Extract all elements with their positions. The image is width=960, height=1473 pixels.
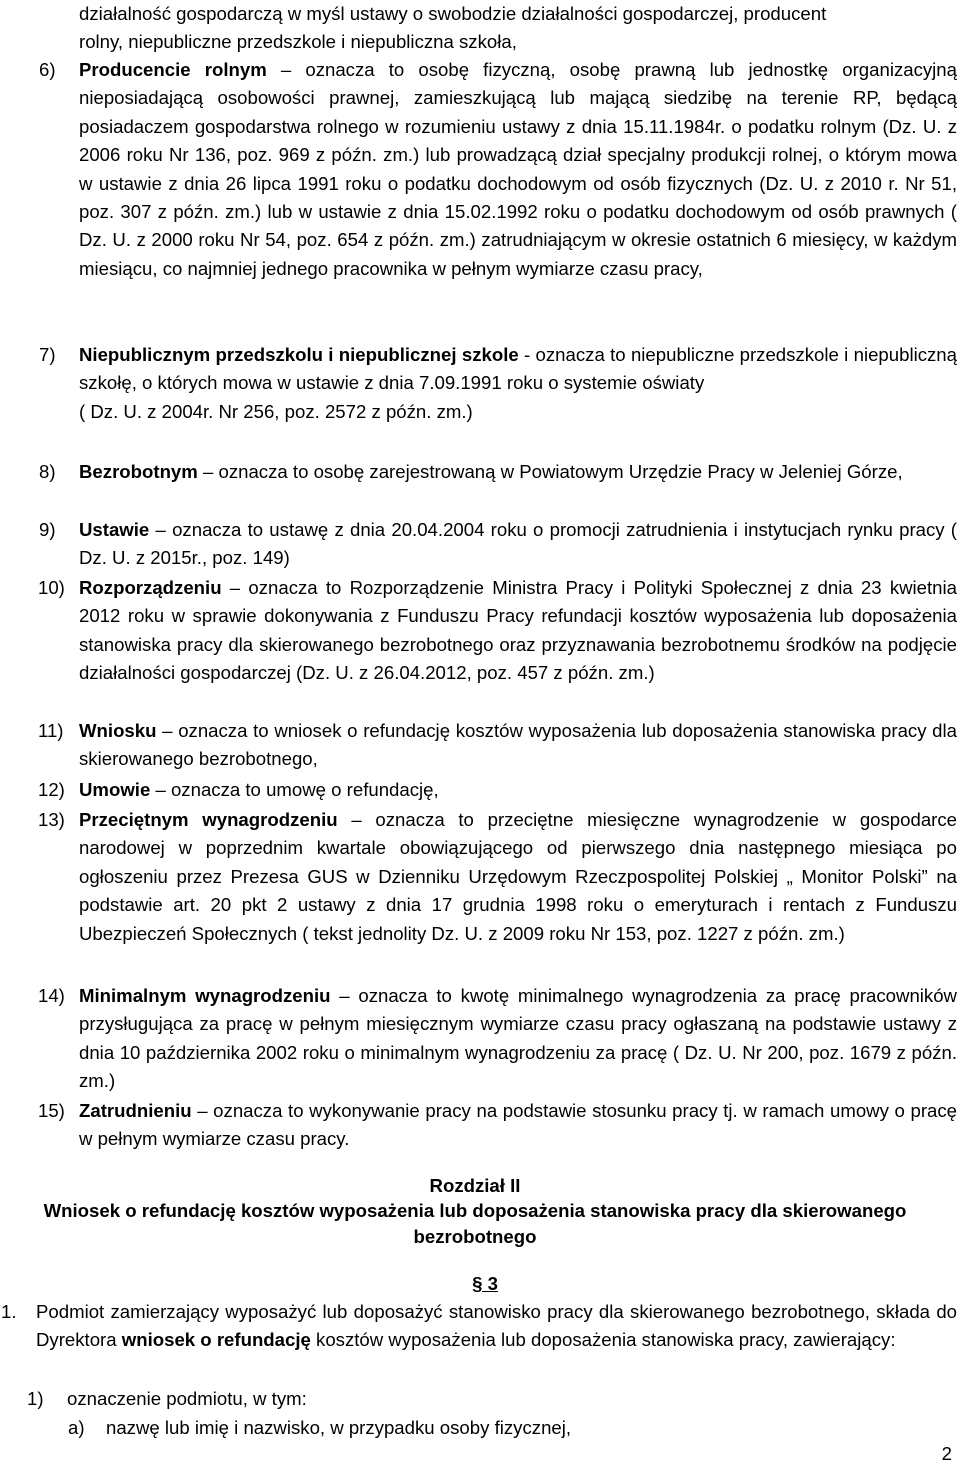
definition-11 xyxy=(38,717,957,774)
subpoint-text: oznaczenie podmiotu, w tym: xyxy=(67,1388,307,1409)
point-text-start: Podmiot zamierzający wyposażyć lub doposażyć stanowisko pracy dla skierowanego bezrobotnego, składa do Dyrektora xyxy=(36,1301,957,1351)
definition-text: – oznacza to kwotę minimalnego wynagrodzenia za pracę pracowników przysługująca za pracę w pełnym miesięcznym wymiarze czasu pracy ogłaszaną na podstawie ustawy z dnia 10 października 2002 roku o minimalnym wynagrodzeniu za pracę ( Dz. U. Nr 200, poz. 1679 z późn. zm.) xyxy=(79,985,957,1092)
definition-text: – oznacza to przeciętne miesięczne wynagrodzenie w gospodarce narodowej w poprzednim kwartale obowiązującego od pierwszego dnia następnego miesiąca po ogłoszeniu przez Prezesa GUS w Dzienniku Urzędowym Rzeczpospolitej Polskiej „ Monitor Polski” na podstawie art. 20 pkt 2 ustawy z dnia 17 grudnia 1998 roku o emeryturach i rentach z Funduszu Ubezpieczeń Społecznych ( tekst jednolity Dz. U. z 2009 roku Nr 153, poz. 1227 z późn. zm.) xyxy=(79,809,957,944)
definition-number: 8) xyxy=(39,461,56,482)
subpoint-1 xyxy=(27,1385,947,1413)
definition-number: 15) xyxy=(38,1100,65,1121)
definition-text: – oznacza to ustawę z dnia 20.04.2004 roku o promocji zatrudnienia i instytucjach rynku pracy ( Dz. U. z 2015r., poz. 149) xyxy=(79,519,957,569)
definition-term: Umowie xyxy=(79,779,151,800)
definition-number: 12) xyxy=(38,779,65,800)
definition-term: Przeciętnym wynagrodzeniu xyxy=(79,809,338,830)
definition-term: Niepublicznym przedszkolu i niepublicznej szkole xyxy=(79,344,519,365)
definition-term: Minimalnym wynagrodzeniu xyxy=(79,985,331,1006)
definition-term: Producencie rolnym xyxy=(79,59,267,80)
definition-8 xyxy=(39,458,957,486)
chapter-title: Wniosek o refundację kosztów wyposażenia lub doposażenia stanowiska pracy dla skierowanego bezrobotnego xyxy=(43,1200,907,1247)
definition-number: 11) xyxy=(38,720,64,741)
definition-text: – oznacza to osobę fizyczną, osobę prawną lub jednostkę organizacyjną nieposiadającą osobowości prawnej, zamieszkującą lub mającą siedzibę na terenie RP, będącą posiadaczem gospodarstwa rolnego w rozumieniu ustawy z dnia 15.11.1984r. o podatku rolnym (Dz. U. z 2006 roku Nr 136, poz. 969 z późn. zm.) lub prowadzącą dział specjalny produkcji rolnej, o którym mowa w ustawie z dnia 26 lipca 1991 roku o podatku dochodowym od osób fizycznych (Dz. U. z 2010 r. Nr 51, poz. 307 z późn. zm.) lub w ustawie z dnia 15.02.1992 roku o podatku dochodowym od osób prawnych ( Dz. U. z 2000 roku Nr 54, poz. 654 z późn. zm.) zatrudniającym w okresie ostatnich 6 miesięcy, w każdym miesiącu, co najmniej jednego pracownika w pełnym wymiarze czasu pracy, xyxy=(79,59,957,279)
definition-14 xyxy=(38,982,957,1096)
definition-text: – oznacza to Rozporządzenie Ministra Pracy i Polityki Społecznej z dnia 23 kwietnia 2012 roku w sprawie dokonywania z Funduszu Pracy refundacji kosztów wyposażenia lub doposażenia stanowiska pracy dla skierowanego bezrobotnego oraz przyznawania bezrobotnemu środków na podjęcie działalności gospodarczej (Dz. U. z 26.04.2012, poz. 457 z późn. zm.) xyxy=(79,577,957,684)
definition-text: – oznacza to wykonywanie pracy na podstawie stosunku pracy tj. w ramach umowy o pracę w pełnym wymiarze czasu pracy. xyxy=(79,1100,957,1150)
definition-number: 6) xyxy=(39,59,56,80)
definition-7 xyxy=(39,341,957,426)
definition-15 xyxy=(38,1097,957,1154)
subpoint-a xyxy=(68,1414,946,1442)
definition-term: Zatrudnieniu xyxy=(79,1100,192,1121)
definition-number: 7) xyxy=(39,344,56,365)
section-mark xyxy=(0,1273,960,1295)
point-text-end: kosztów wyposażenia lub doposażenia stanowiska pracy, zawierający: xyxy=(310,1329,896,1351)
page-number: 2 xyxy=(941,1443,952,1464)
definition-text: – oznacza to osobę zarejestrowaną w Powiatowym Urzędzie Pracy w Jeleniej Górze, xyxy=(197,461,903,482)
intro-line-1: działalność gospodarczą w myśl ustawy o swobodzie działalności gospodarczej, producent xyxy=(79,3,827,24)
point-bold-text: wniosek o refundację xyxy=(121,1329,311,1351)
definition-term: Bezrobotnym xyxy=(79,461,198,482)
intro-paragraph xyxy=(79,0,957,57)
definition-text: – oznacza to wniosek o refundację kosztów wyposażenia lub doposażenia stanowiska pracy dla skierowanego bezrobotnego, xyxy=(79,720,957,770)
point-number: 1. xyxy=(1,1301,17,1322)
definition-number: 9) xyxy=(39,519,56,540)
definition-number: 13) xyxy=(38,809,65,830)
definition-12 xyxy=(38,776,957,804)
subpoint-number: 1) xyxy=(27,1388,44,1409)
definition-number: 14) xyxy=(38,985,65,1006)
definition-citation: ( Dz. U. z 2004r. Nr 256, poz. 2572 z późn. zm.) xyxy=(79,400,473,422)
definition-term: Wniosku xyxy=(79,720,157,741)
definition-10 xyxy=(38,574,957,688)
definition-13 xyxy=(38,806,957,948)
definition-6 xyxy=(39,56,957,283)
intro-line-2: rolny, niepubliczne przedszkole i niepubliczna szkoła, xyxy=(79,31,517,53)
section-mark-text: § 3 xyxy=(472,1273,498,1294)
chapter-label: Rozdział II xyxy=(429,1175,521,1196)
definition-text: – oznacza to umowę o refundację, xyxy=(150,779,439,800)
subpoint-a-text: nazwę lub imię i nazwisko, w przypadku osoby fizycznej, xyxy=(106,1417,572,1438)
definition-term: Rozporządzeniu xyxy=(79,577,222,598)
subpoint-letter: a) xyxy=(68,1417,85,1438)
definition-term: Ustawie xyxy=(79,519,150,540)
definition-number: 10) xyxy=(38,577,65,598)
definition-text: - oznacza to niepubliczne przedszkole i niepubliczną szkołę, o których mowa w ustawie z dnia 7.09.1991 roku o systemie oświaty xyxy=(79,344,957,394)
section-point-1 xyxy=(1,1298,957,1355)
definition-9 xyxy=(39,516,957,573)
